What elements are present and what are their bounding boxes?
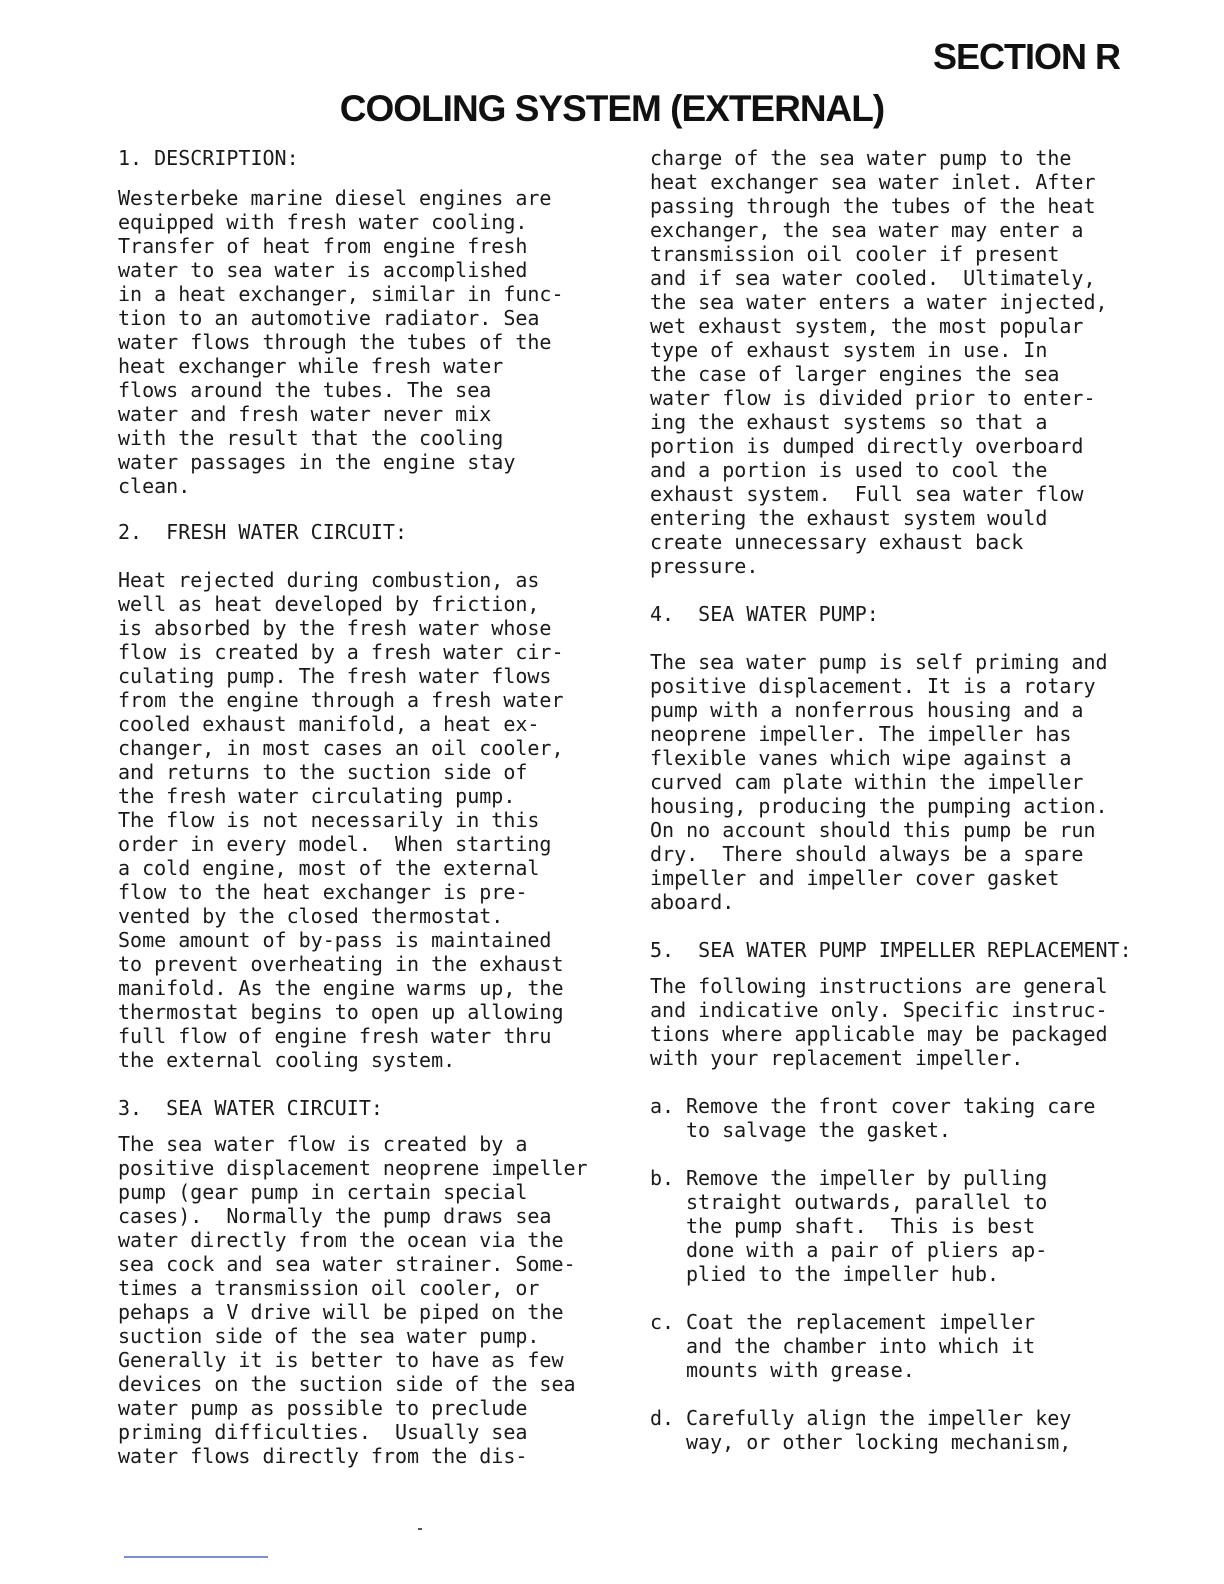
step-letter: a. (650, 1094, 675, 1118)
fresh-water-circuit-paragraph: Heat rejected during combustion, as well as heat developed by friction, is absorbed by the fresh water whose flow is created by a fresh water cir- culating pump. The fresh water flows from the engine through a fresh water cooled exhaust manifold, a heat ex- changer, in most cases an oil cooler, and returns to the suction side of the fresh water circulating pump. The flow is not necessarily in this order in every model. When starting a cold engine, most of the external flow to the heat exchanger is pre- vented by the closed thermostat. Some amount of by-pass is maintained to prevent overheating in the exhaust manifold. As the engine warms up, the thermostat begins to open up allowing full flow of engine fresh water thru the external cooling system. (118, 568, 564, 1072)
footer-underline (124, 1556, 268, 1558)
sea-water-circuit-continuation: charge of the sea water pump to the heat exchanger sea water inlet. After passing through the tubes of the heat exchanger, the sea water may enter a transmission oil cooler if present and if sea water cooled. Ultimately, the sea water enters a water injected, wet exhaust system, the most popular type of exhaust system in use. In the case of larger engines the sea water flow is divided prior to enter- ing the exhaust systems so that a portion is dumped directly overboard and a portion is used to cool the exhaust system. Full sea water flow entering the exhaust system would create unnecessary exhaust back pressure. (650, 146, 1108, 578)
step-item (650, 1406, 1130, 1454)
step-text: Remove the front cover taking care to salvage the gasket. (686, 1094, 1096, 1142)
step-item (650, 1094, 1130, 1142)
section-heading-sea-water-circuit: 3. SEA WATER CIRCUIT: (118, 1096, 383, 1120)
section-heading-sea-water-pump: 4. SEA WATER PUMP: (650, 602, 879, 626)
sea-water-pump-paragraph: The sea water pump is self priming and positive displacement. It is a rotary pump with a nonferrous housing and a neoprene impeller. The impeller has flexible vanes which wipe against a curved cam plate within the impeller housing, producing the pumping action. On no account should this pump be run dry. There should always be a spare impeller and impeller cover gasket aboard. (650, 650, 1108, 914)
section-heading-impeller-replacement: 5. SEA WATER PUMP IMPELLER REPLACEMENT: (650, 938, 1132, 962)
step-text: Carefully align the impeller key way, or other locking mechanism, (686, 1406, 1072, 1454)
step-letter: d. (650, 1406, 675, 1430)
description-paragraph: Westerbeke marine diesel engines are equipped with fresh water cooling. Transfer of heat from engine fresh water to sea water is accomplished in a heat exchanger, similar in func- tion to an automotive radiator. Sea water flows through the tubes of the heat exchanger while fresh water flows around the tubes. The sea water and fresh water never mix with the result that the cooling water passages in the engine stay clean. (118, 186, 564, 498)
section-label: SECTION R (932, 36, 1120, 77)
step-item (650, 1166, 1130, 1286)
section-heading-fresh-water-circuit: 2. FRESH WATER CIRCUIT: (118, 520, 407, 544)
step-letter: b. (650, 1166, 675, 1190)
page-title: COOLING SYSTEM (EXTERNAL) (339, 88, 885, 129)
sea-water-circuit-paragraph: The sea water flow is created by a positive displacement neoprene impeller pump (gear pump in certain special cases). Normally the pump draws sea water directly from the ocean via the sea cock and sea water strainer. Some- times a transmission oil cooler, or pehaps a V drive will be piped on the suction side of the sea water pump. Generally it is better to have as few devices on the suction side of the sea water pump as possible to preclude priming difficulties. Usually sea water flows directly from the dis- (118, 1132, 588, 1468)
right-column (650, 146, 1130, 1454)
step-text: Coat the replacement impeller and the chamber into which it mounts with grease. (686, 1310, 1036, 1382)
scan-speck (418, 1528, 422, 1530)
section-heading-description: 1. DESCRIPTION: (118, 146, 299, 170)
impeller-replacement-intro: The following instructions are general and indicative only. Specific instruc- tions where applicable may be packaged with your replacement impeller. (650, 974, 1108, 1070)
step-letter: c. (650, 1310, 675, 1334)
left-column (118, 146, 588, 1468)
step-text: Remove the impeller by pulling straight outwards, parallel to the pump shaft. This is best done with a pair of pliers ap- plied to the impeller hub. (686, 1166, 1048, 1286)
step-item (650, 1310, 1130, 1382)
